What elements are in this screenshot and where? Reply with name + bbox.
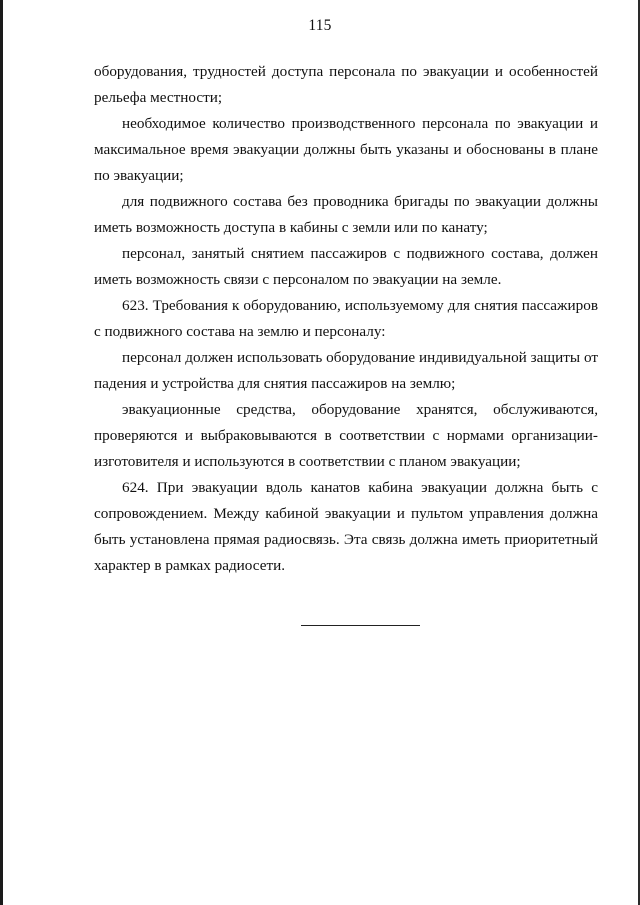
end-separator-line xyxy=(301,625,420,626)
paragraph-6: персонал должен использовать оборудование индивидуальной защиты от падения и устройства для снятия пассажиров на землю; xyxy=(94,349,598,392)
paragraph-2: необходимое количество производственного персонала по эвакуации и максимальное время эвакуации должны быть указаны и обоснованы в плане по эвакуации; xyxy=(94,115,598,184)
paragraph-3: для подвижного состава без проводника бригады по эвакуации должны иметь возможность доступа в кабины с земли или по канату; xyxy=(94,193,598,236)
paragraph-4: персонал, занятый снятием пассажиров с подвижного состава, должен иметь возможность связи с персоналом по эвакуации на земле. xyxy=(94,245,598,288)
scan-edge-left xyxy=(0,0,3,905)
document-body xyxy=(94,59,598,579)
paragraph-624: 624. При эвакуации вдоль канатов кабина эвакуации должна быть с сопровождением. Между кабиной эвакуации и пультом управления должна быть установлена прямая радиосвязь. Эта связь должна иметь приоритетный характер в рамках радиосети. xyxy=(94,479,598,574)
paragraph-623: 623. Требования к оборудованию, используемому для снятия пассажиров с подвижного состава на землю и персоналу: xyxy=(94,297,598,340)
paragraph-1: оборудования, трудностей доступа персонала по эвакуации и особенностей рельефа местности; xyxy=(94,63,598,106)
paragraph-7: эвакуационные средства, оборудование хранятся, обслуживаются, проверяются и выбраковываются в соответствии с нормами организации-изготовителя и используются в соответствии с планом эвакуации; xyxy=(94,401,598,470)
page-number: 115 xyxy=(308,17,332,34)
